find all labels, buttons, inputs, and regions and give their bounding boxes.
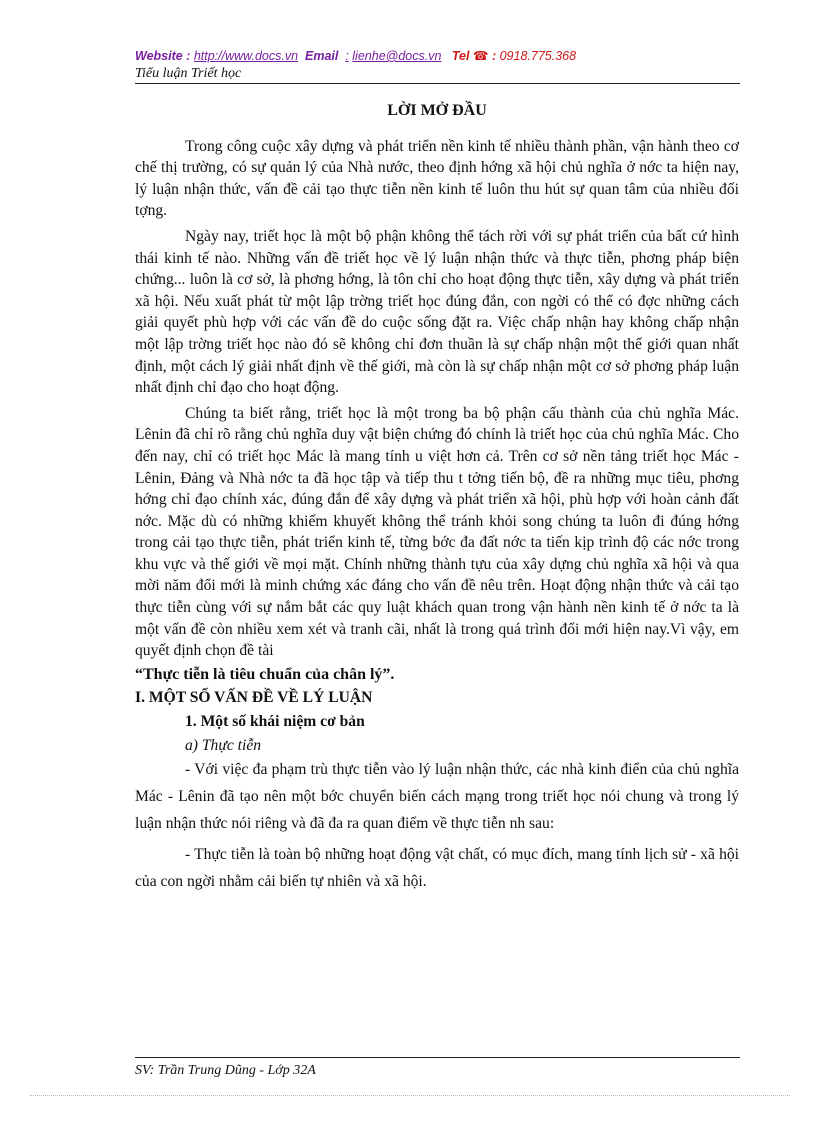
header-subject: Tiểu luận Triết học: [135, 66, 242, 81]
subsection-heading: 1. Một số khái niệm cơ bản: [185, 713, 365, 731]
header-rule: [135, 83, 740, 84]
email-sep: :: [345, 49, 349, 63]
subsubsection-heading: a) Thực tiễn: [185, 736, 262, 754]
page-edge: [30, 1095, 790, 1096]
website-link[interactable]: http://www.docs.vn: [193, 49, 299, 63]
website-label: Website :: [135, 49, 191, 63]
essay-topic: “Thực tiễn là tiêu chuẩn của chân lý”.: [135, 665, 395, 683]
paragraph: Ngày nay, triết học là một bộ phận không thể tách rời với sự phát triển của bất cứ hình thái kinh tế nào. Những vấn đề triết học về lý luận nhận thức và thực tiễn, phơng pháp biện chứng... luôn là cơ sở, là phơng hớng, là tôn chỉ cho hoạt động thực tiễn, xây dựng và phát triển xã hội. Nếu xuất phát từ một lập trờng triết học đúng đắn, con ngời có thể có đợc những cách giải quyết phù hợp với các vấn đề do cuộc sống đặt ra. Việc chấp nhận hay không chấp nhận một lập trờng triết học nào đó sẽ không chỉ đơn thuần là sự chấp nhận một thế giới quan nhất định, một cách lý giải nhất định về thế giới, mà còn là sự chấp nhận một cơ sở phơng pháp luận nhất định chỉ đạo cho hoạt động.: [135, 227, 739, 397]
footer-author: SV: Trần Trung Dũng - Lớp 32A: [135, 1063, 316, 1078]
page-title: LỜI MỞ ĐẦU: [387, 102, 487, 119]
paragraph: - Với việc đa phạm trù thực tiễn vào lý luận nhận thức, các nhà kinh điển của chủ nghĩa Mác - Lênin đã tạo nên một bớc chuyển biến cách mạng trong triết học nói chung và trong lý luận nhận thức nói riêng và đã đa ra quan điểm về thực tiễn nh sau:: [135, 761, 739, 833]
paragraph: Chúng ta biết rằng, triết học là một trong ba bộ phận cấu thành của chủ nghĩa Mác. Lênin đã chỉ rõ rằng chủ nghĩa duy vật biện chứng đó chính là triết học của chủ nghĩa Mác. Cho đến nay, chỉ có triết học Mác là mang tính u việt hơn cả. Trên cơ sở nền tảng triết học Mác - Lênin, Đảng và Nhà nớc ta đã học tập và tiếp thu t tởng tiến bộ, đề ra những mục tiêu, phơng hớng chỉ đạo chính xác, đúng đắn để xây dựng và phát triển xã hội, phù hợp với hoàn cảnh đất nớc. Mặc dù có những khiếm khuyết không thể tránh khỏi song chúng ta luôn đi đúng hớng trong cải tạo thực tiễn, phát triển kinh tế, từng bớc đa đất nớc ta tiến kịp trình độ các nớc trong khu vực và thế giới về mọi mặt. Chính những thành tựu của xây dựng chủ nghĩa xã hội và qua mời năm đổi mới là minh chứng xác đáng cho vấn đề nêu trên. Hoạt động nhận thức và cải tạo thực tiễn cùng với sự nắm bắt các quy luật khách quan trong vận hành nền kinh tế ở nớc ta là một vấn đề còn nhiều xem xét và tranh cãi, nhất là trong quá trình đổi mới hiện nay.Vì vậy, em quyết định chọn đề tài: [135, 404, 739, 660]
section-heading: I. MỘT SỐ VẤN ĐỀ VỀ LÝ LUẬN: [135, 689, 373, 707]
tel-label: Tel ☎ :: [451, 49, 497, 63]
email-link[interactable]: lienhe@docs.vn: [352, 49, 442, 63]
tel-value: 0918.775.368: [499, 49, 577, 63]
email-label: Email: [305, 49, 339, 63]
paragraph: - Thực tiễn là toàn bộ những hoạt động vật chất, có mục đích, mang tính lịch sử - xã hội của con ngời nhằm cải biến tự nhiên và xã hội.: [135, 846, 739, 891]
header-contact: [135, 48, 576, 63]
document-body: [135, 96, 739, 895]
footer-rule: [135, 1057, 740, 1058]
paragraph: Trong công cuộc xây dựng và phát triển nền kinh tế nhiều thành phần, vận hành theo cơ chế thị trường, có sự quản lý của Nhà nước, theo định hớng xã hội chủ nghĩa ở nớc ta hiện nay, lý luận nhận thức, vấn đề cải tạo thực tiễn nền kinh tế luôn thu hút sự quan tâm của nhiều đối tợng.: [135, 137, 739, 220]
